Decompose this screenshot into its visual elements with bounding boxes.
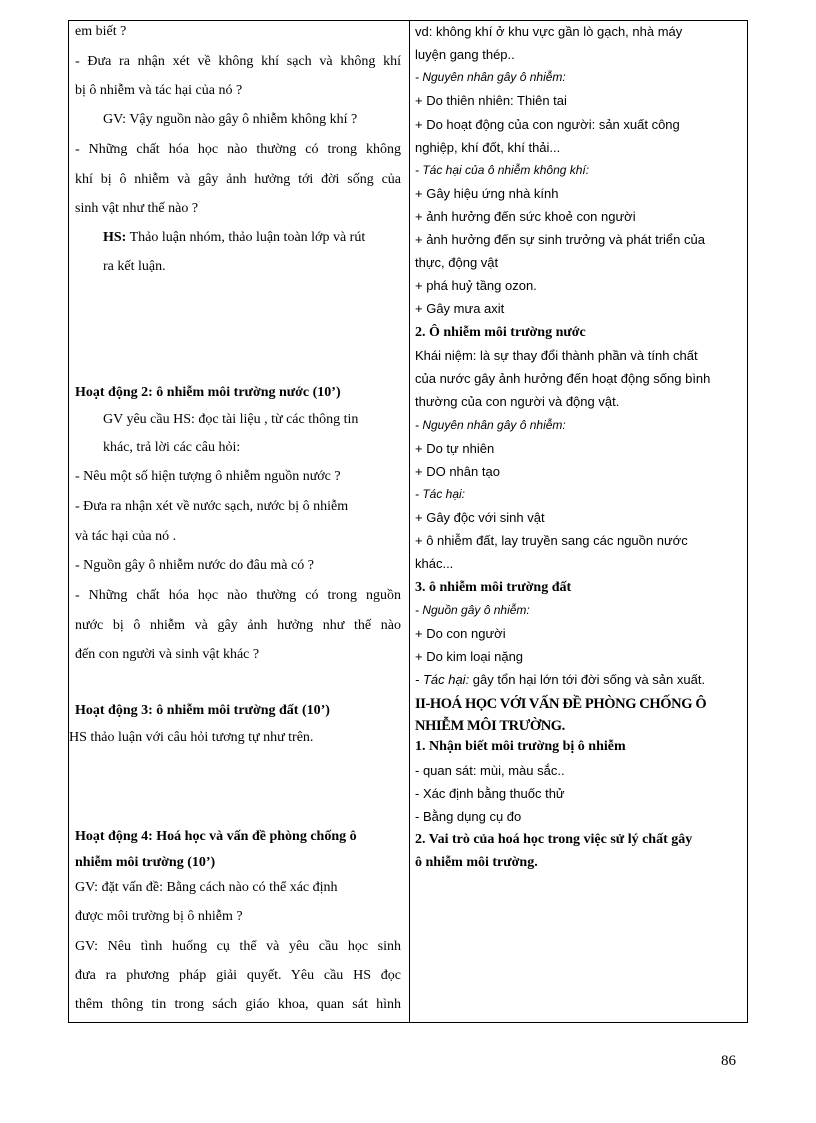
- text-line: khác...: [415, 556, 454, 571]
- text-line: GV: Vậy nguồn nào gây ô nhiễm không khí ?: [103, 112, 358, 127]
- section-label: - Nguyên nhân gây ô nhiễm:: [415, 70, 566, 84]
- text-line: GV: đặt vấn đề: Bằng cách nào có thể xác định: [75, 880, 338, 895]
- text-line: bị ô nhiễm và tác hại của nó ?: [75, 83, 243, 98]
- section-heading-water: 2. Ô nhiễm môi trường nước: [415, 325, 586, 340]
- section-label: - Tác hại của ô nhiễm không khí:: [415, 163, 590, 177]
- text-line: - Đưa ra nhận xét về nước sạch, nước bị ô nhiễm: [75, 499, 349, 514]
- text-line: - Nêu một số hiện tượng ô nhiễm nguồn nước ?: [75, 469, 341, 484]
- text-line: em biết ?: [75, 24, 127, 39]
- subsection-heading: 1. Nhận biết môi trường bị ô nhiễm: [415, 739, 626, 754]
- text-line: + Do thiên nhiên: Thiên tai: [415, 93, 567, 108]
- text-line: đưa ra phương pháp giải quyết. Yêu cầu HS đọc: [75, 968, 401, 983]
- text-line: GV yêu cầu HS: đọc tài liệu , từ các thông tin: [103, 412, 359, 427]
- subsection-heading-cont: ô nhiễm môi trường.: [415, 855, 538, 870]
- text-line: Khái niệm: là sự thay đổi thành phần và tính chất: [415, 348, 698, 363]
- text-line: + Do tự nhiên: [415, 441, 495, 456]
- text-line: ra kết luận.: [103, 259, 166, 274]
- section-heading-soil: 3. ô nhiễm môi trường đất: [415, 580, 572, 595]
- text-line: khác, trả lời các câu hỏi:: [103, 440, 241, 455]
- text-line: + ảnh hưởng đến sức khoẻ con người: [415, 209, 636, 224]
- activity-3-heading: Hoạt động 3: ô nhiễm môi trường đất (10’): [75, 703, 330, 718]
- label-span: - Tác hại:: [415, 672, 470, 687]
- section-label: - Tác hại:: [415, 487, 466, 501]
- text-line: - Xác định bằng thuốc thử: [415, 786, 565, 801]
- text-line: + Gây mưa axit: [415, 301, 505, 316]
- text-line: + ảnh hưởng đến sự sinh trưởng và phát triển của: [415, 232, 705, 247]
- text-line: - Nguồn gây ô nhiễm nước do đâu mà có ?: [75, 558, 314, 573]
- text-line: + Gây hiệu ứng nhà kính: [415, 186, 559, 201]
- text-line: - Đưa ra nhận xét về không khí sạch và không khí: [75, 54, 401, 69]
- hs-label: HS:: [103, 230, 127, 245]
- text-line: - Những chất hóa học nào thường có trong không: [75, 142, 401, 157]
- text-line: nước bị ô nhiễm và gây ảnh hưởng như thế nào: [75, 618, 401, 633]
- text-line: được môi trường bị ô nhiễm ?: [75, 909, 243, 924]
- text-span: gây tổn hại lớn tới đời sống và sản xuất.: [469, 672, 706, 687]
- text-span: Thảo luận nhóm, thảo luận toàn lớp và rút: [126, 230, 366, 245]
- text-line: sinh vật như thế nào ?: [75, 201, 199, 216]
- column-divider: [409, 21, 410, 1022]
- text-line: [103, 230, 401, 246]
- section-label: - Nguyên nhân gây ô nhiễm:: [415, 418, 566, 432]
- text-line: + Do kim loại nặng: [415, 649, 524, 664]
- text-line: thực, động vật: [415, 255, 499, 270]
- section-label: - Nguồn gây ô nhiễm:: [415, 603, 530, 617]
- text-line: thêm thông tin trong sách giáo khoa, quan sát hình: [75, 997, 401, 1012]
- text-line: đến con người và sinh vật khác ?: [75, 647, 260, 662]
- text-line: + Do hoạt động của con người: sản xuất công: [415, 117, 680, 132]
- text-line: vd: không khí ở khu vực gần lò gạch, nhà máy: [415, 24, 683, 39]
- activity-2-heading: Hoạt động 2: ô nhiễm môi trường nước (10’): [75, 385, 341, 400]
- activity-4-heading: Hoạt động 4: Hoá học và vấn đề phòng chống ô: [75, 829, 357, 844]
- text-line: - quan sát: mùi, màu sắc..: [415, 763, 565, 778]
- text-line: và tác hại của nó .: [75, 529, 177, 544]
- text-line: thường của con người và động vật.: [415, 394, 620, 409]
- text-line: luyện gang thép..: [415, 47, 515, 62]
- text-line: HS thảo luận với câu hỏi tương tự như trên.: [69, 730, 314, 745]
- text-line: + phá huỷ tầng ozon.: [415, 278, 537, 293]
- text-line: khí bị ô nhiễm và gây ảnh hưởng tới đời sống của: [75, 172, 401, 187]
- text-line: của nước gây ảnh hưởng đến hoạt động sống bình: [415, 371, 711, 386]
- text-line: nghiệp, khí đốt, khí thải...: [415, 140, 561, 155]
- subsection-heading: 2. Vai trò của hoá học trong việc sử lý chất gây: [415, 832, 693, 847]
- text-line: [415, 672, 743, 687]
- activity-4-heading-cont: nhiễm môi trường (10’): [75, 855, 216, 870]
- text-line: GV: Nêu tình huống cụ thể và yêu cầu học sinh: [75, 939, 401, 954]
- text-line: - Bằng dụng cụ đo: [415, 809, 522, 824]
- text-line: - Những chất hóa học nào thường có trong nguồn: [75, 588, 401, 603]
- text-line: + DO nhân tạo: [415, 464, 500, 479]
- part-two-heading-cont: NHIỄM MÔI TRƯỜNG.: [415, 718, 565, 734]
- text-line: + ô nhiễm đất, lay truyền sang các nguồn nước: [415, 533, 688, 548]
- lesson-table: [68, 20, 748, 1023]
- part-two-heading: II-HOÁ HỌC VỚI VẤN ĐỀ PHÒNG CHỐNG Ô: [415, 696, 707, 712]
- page-number: 86: [721, 1053, 736, 1069]
- text-line: + Gây độc với sinh vật: [415, 510, 545, 525]
- text-line: + Do con người: [415, 626, 506, 641]
